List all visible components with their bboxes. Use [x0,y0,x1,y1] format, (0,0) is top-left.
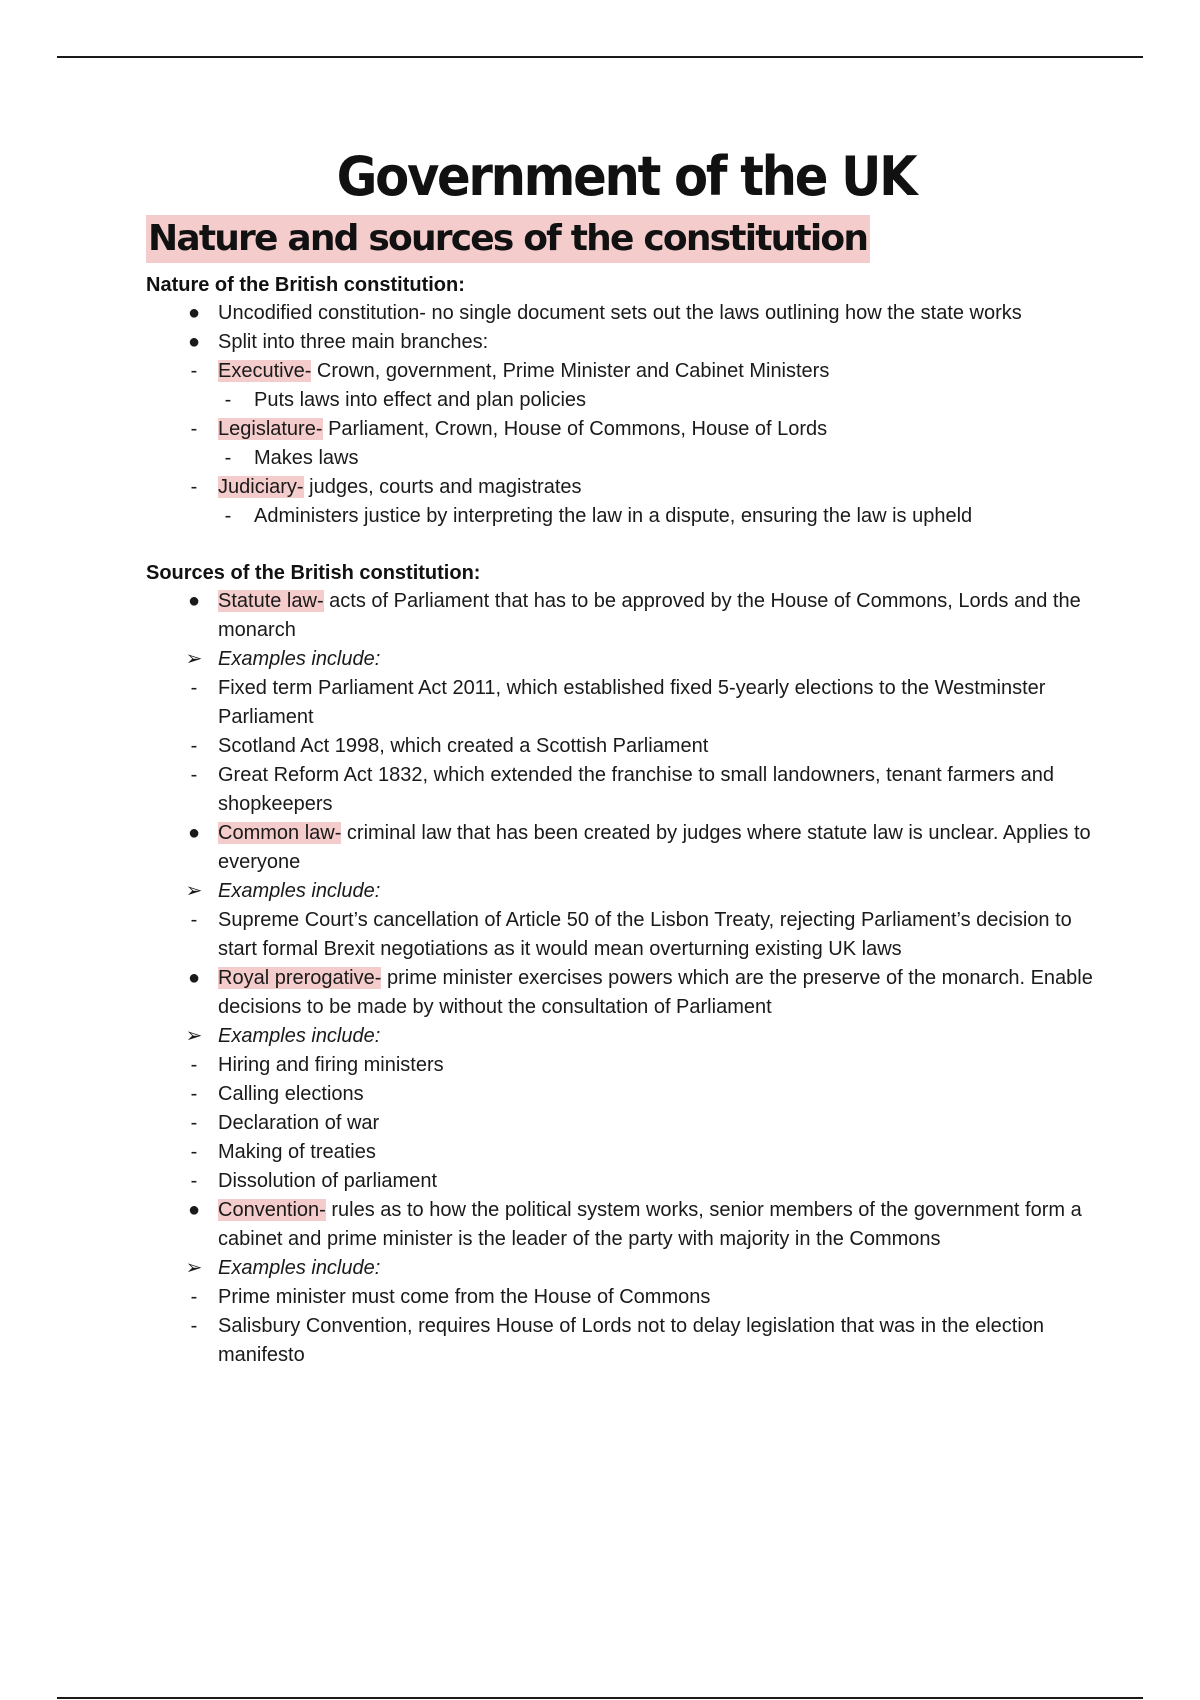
bullet-icon: ● [187,590,201,612]
highlighted-term: Royal prerogative- [218,967,382,989]
list-item: - Salisbury Convention, requires House of Lords not to delay legislation that was in the election manifesto [146,1312,1106,1370]
arrow-icon: ➢ [185,1025,203,1047]
dash-icon: - [190,677,198,699]
dash-icon: - [190,909,198,931]
list-item: - Great Reform Act 1832, which extended the franchise to small landowners, tenant farmers and shopkeepers [146,761,1106,819]
arrow-icon: ➢ [185,880,203,902]
arrow-icon: ➢ [185,648,203,670]
sources-heading: Sources of the British constitution: [146,562,481,584]
nature-list [146,299,1106,531]
dash-icon: - [190,1315,198,1337]
dash-icon: - [224,505,232,527]
list-item: - Prime minister must come from the House of Commons [146,1283,1106,1312]
highlighted-term: Common law- [218,822,342,844]
list-item: - Dissolution of parliament [146,1167,1106,1196]
list-item: - Legislature- Parliament, Crown, House of Commons, House of Lords [146,415,1106,444]
list-item: ➢ Examples include: [146,645,1106,674]
list-item: - Calling elections [146,1080,1106,1109]
list-item: ● Split into three main branches: [146,328,1106,357]
list-item: - Executive- Crown, government, Prime Minister and Cabinet Ministers [146,357,1106,386]
page-title: Government of the UK [336,145,916,208]
dash-icon: - [190,735,198,757]
list-item: ➢ Examples include: [146,1254,1106,1283]
bullet-icon: ● [187,822,201,844]
list-item: - Administers justice by interpreting the law in a dispute, ensuring the law is upheld [146,502,1106,531]
list-item: ➢ Examples include: [146,877,1106,906]
list-item: ● Royal prerogative- prime minister exercises powers which are the preserve of the monarch. Enable decisions to be made by without the consultation of Parliament [146,964,1106,1022]
dash-icon: - [224,389,232,411]
bullet-icon: ● [187,967,201,989]
list-item: - Judiciary- judges, courts and magistrates [146,473,1106,502]
sources-list [146,587,1106,1370]
list-item: - Puts laws into effect and plan policies [146,386,1106,415]
dash-icon: - [190,1054,198,1076]
list-item: - Declaration of war [146,1109,1106,1138]
dash-icon: - [224,447,232,469]
list-item: - Scotland Act 1998, which created a Scottish Parliament [146,732,1106,761]
list-item: - Hiring and firing ministers [146,1051,1106,1080]
list-item: ● Uncodified constitution- no single document sets out the laws outlining how the state works [146,299,1106,328]
section-heading: Nature and sources of the constitution [146,215,870,263]
list-item: ➢ Examples include: [146,1022,1106,1051]
dash-icon: - [190,1286,198,1308]
list-item: - Supreme Court’s cancellation of Article 50 of the Lisbon Treaty, rejecting Parliament’s decision to start formal Brexit negotiations as it would mean overturning existing UK laws [146,906,1106,964]
nature-heading: Nature of the British constitution: [146,274,465,296]
top-rule [57,56,1143,58]
bullet-icon: ● [187,1199,201,1221]
list-item: ● Common law- criminal law that has been created by judges where statute law is unclear. Applies to everyone [146,819,1106,877]
bottom-rule [57,1697,1143,1699]
dash-icon: - [190,1112,198,1134]
dash-icon: - [190,1170,198,1192]
highlighted-term: Judiciary- [218,476,304,498]
list-item: - Makes laws [146,444,1106,473]
bullet-icon: ● [187,302,201,324]
dash-icon: - [190,418,198,440]
highlighted-term: Convention- [218,1199,326,1221]
dash-icon: - [190,476,198,498]
bullet-icon: ● [187,331,201,353]
list-item: ● Convention- rules as to how the political system works, senior members of the government form a cabinet and prime minister is the leader of the party with majority in the Commons [146,1196,1106,1254]
dash-icon: - [190,764,198,786]
dash-icon: - [190,1083,198,1105]
list-item: ● Statute law- acts of Parliament that has to be approved by the House of Commons, Lords and the monarch [146,587,1106,645]
dash-icon: - [190,360,198,382]
arrow-icon: ➢ [185,1257,203,1279]
highlighted-term: Legislature- [218,418,323,440]
dash-icon: - [190,1141,198,1163]
list-item: - Fixed term Parliament Act 2011, which established fixed 5-yearly elections to the Westminster Parliament [146,674,1106,732]
document-body [146,145,1106,1370]
list-item: - Making of treaties [146,1138,1106,1167]
highlighted-term: Statute law- [218,590,324,612]
highlighted-term: Executive- [218,360,312,382]
